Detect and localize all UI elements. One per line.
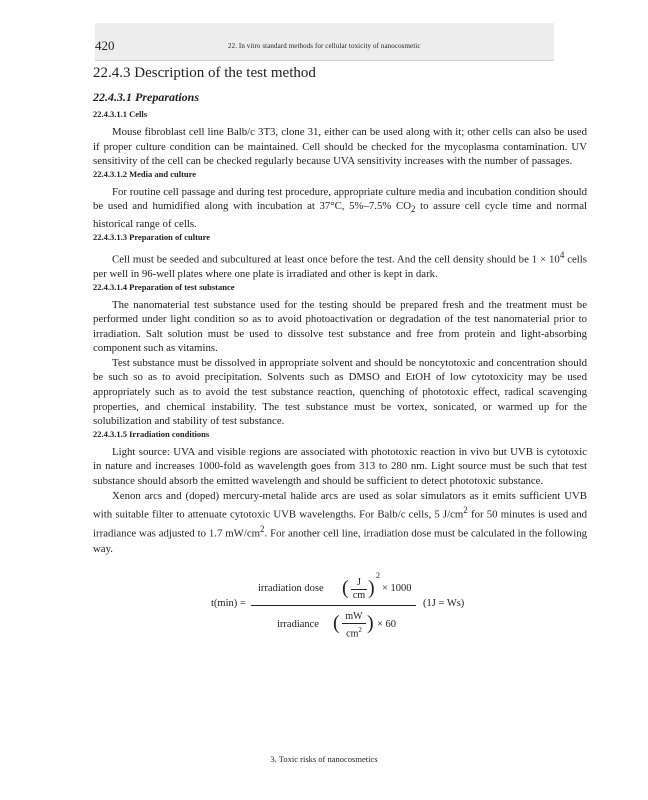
footer-chapter-title: 3. Toxic risks of nanocosmetics (270, 754, 378, 764)
formula-unit-cm2-base: cm (346, 628, 359, 640)
media-text-2: to assure cell cycle time and normal historical range of cells. (93, 200, 587, 231)
formula-lhs: t(min) = (211, 598, 246, 610)
formula-den-paren-close: ) (367, 612, 374, 635)
culture-paragraph (93, 248, 587, 282)
irradiation-text-1: Xenon arcs and (doped) mercury-metal halide arcs are used as solar simulators as it emits sufficient UVB with suitable filter to attenuate cytotoxic UVB wavelengths. For Balb/c cells, 5 J/cm (93, 489, 587, 521)
formula-denominator-times: × 60 (377, 619, 397, 631)
media-text-1: For routine cell passage and during test procedure, appropriate culture media and incubation condition should be used and humidified along with incubation at 37°C, 5%–7.5% CO (93, 185, 587, 213)
media-heading: 22.4.3.1.2 Media and culture (93, 168, 197, 179)
formula-unit-cm2-exp: 2 (358, 626, 362, 635)
formula-numerator-exponent: 2 (376, 571, 380, 581)
irradiation-paragraph-2 (93, 489, 587, 557)
page-number: 420 (95, 38, 115, 53)
formula-unit-mw: mW (345, 611, 363, 623)
formula-rhs: (1J = Ws) (423, 598, 465, 610)
cells-paragraph: Mouse fibroblast cell line Balb/c 3T3, clone 31, either can be used along with it; other cells can also be used if proper culture condition can be maintained. Cell should be checked for the mycoplasma contamination. UV sensitivity of the cell can be checked regularly because UVA sensitivity increases with the number of passages. (93, 126, 587, 168)
media-paragraph (93, 185, 587, 232)
main-content (93, 64, 587, 640)
formula-den-paren-open: ( (333, 612, 340, 635)
irradiation-heading: 22.4.3.1.5 Irradiation conditions (93, 428, 210, 439)
cells-heading: 22.4.3.1.1 Cells (93, 109, 148, 119)
irradiation-text-3: . For another cell line, irradiation dose must be calculated in the following way. (93, 528, 587, 555)
formula-denominator-unit (342, 611, 366, 640)
culture-text-2: cells per well in 96-well plates where one plate is irradiated and other is kept in dark. (93, 253, 587, 280)
formula-unit-cm2 (342, 623, 366, 640)
irradiation-sup-1: 2 (463, 505, 468, 516)
running-head: 22. In vitro standard methods for cellular toxicity of nanocosmetic (228, 42, 421, 50)
formula-unit-cm: cm (352, 590, 366, 602)
culture-heading: 22.4.3.1.3 Preparation of culture (93, 231, 211, 242)
culture-exponent: 4 (559, 249, 565, 260)
formula-unit-j: J (357, 577, 361, 589)
irradiation-sup-2: 2 (260, 524, 265, 535)
formula-denominator-label: irradiance (277, 619, 319, 631)
formula-paren-close: ) (368, 577, 375, 600)
irradiation-text-2: for 50 minutes is used and irradiance was adjusted to 1.7 mW/cm (93, 508, 587, 540)
subsection-title: 22.4.3.1 Preparations (93, 90, 200, 104)
substance-paragraph-2: Test substance must be dissolved in appropriate solvent and should be noncytotoxic and concentration should be such so as to avoid precipitation. Solvents such as DMSO and EtOH of low cytotoxicity may be used appropriately such as to avoid the test substance reaction, quenching of phototoxic effect, radical scavenging properties, and chemical instability. The test substance must be vortex, sonicated, or warmed up for the solubilization and stability of test substance. (93, 356, 587, 428)
formula-paren-open: ( (342, 577, 349, 600)
irradiation-paragraph-1: Light source: UVA and visible regions are associated with phototoxic reaction in vivo but UVB is cytotoxic in nature and increases 1000-fold as wavelength goes from 313 to 280 nm. Light source must be such that test substance should absorb the emitted wavelength and should be sufficient to detect phototoxic substance. (93, 445, 587, 488)
formula-fraction-line (251, 605, 416, 606)
irradiation-time-formula (93, 566, 587, 640)
substance-paragraph-1: The nanomaterial test substance used for the testing should be prepared fresh and the treatment must be performed under light condition so as to avoid photoactivation or degradation of the test nanomaterial prior to irradiation. Salt solution must be used to dissolve test substance and free from protein and light-absorbing component such as vitamins. (93, 298, 587, 355)
culture-text-1: Cell must be seeded and subcultured at least once before the test. And the cell density should be 1 × 10 (112, 253, 560, 266)
substance-heading: 22.4.3.1.4 Preparation of test substance (93, 281, 235, 292)
formula-numerator-unit (351, 577, 367, 602)
formula-numerator-times: × 1000 (382, 583, 412, 595)
formula-numerator-label: irradiation dose (258, 583, 324, 595)
media-co2-subscript: 2 (411, 204, 416, 215)
section-title: 22.4.3 Description of the test method (93, 65, 316, 81)
